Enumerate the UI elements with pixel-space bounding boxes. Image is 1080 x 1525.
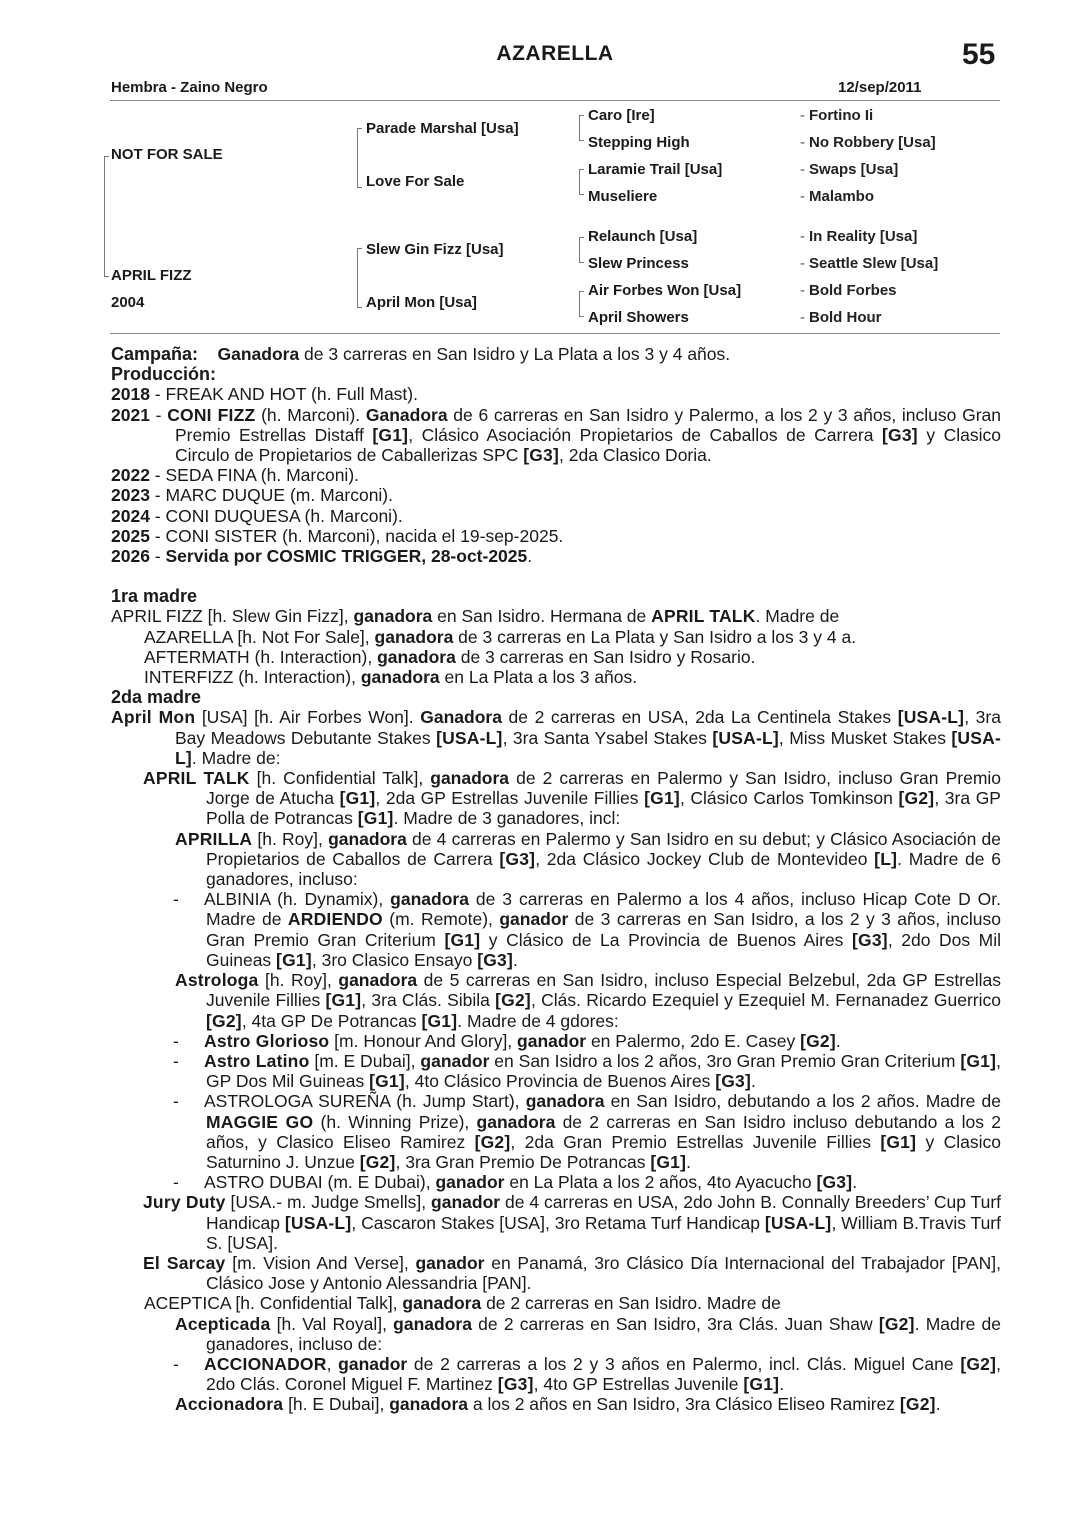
text-segment: , Clás. Ricardo Ezequiel y Ezequiel M. Fernanadez Guerrico (530, 990, 1002, 1011)
gen3-name: April Showers (588, 309, 689, 326)
text-segment: y Clásico de La Provincia de Buenos Aires (480, 929, 852, 950)
gen3-name: Caro [Ire] (588, 107, 655, 124)
text-segment: de 2 carreras en Palermo y San Isidro, incluso Gran Premio Jorge de Atucha (206, 768, 1002, 809)
campana: Campaña: Ganadora de 3 carreras en San Isidro y La Plata a los 3 y 4 años. (111, 344, 731, 364)
madre2-line (111, 1172, 1001, 1192)
text-segment: ACCIONADOR (204, 1353, 327, 1374)
text-segment: , Cascaron Stakes [USA], 3ro Retama Turf Handicap (351, 1212, 765, 1233)
text-segment: Jury Duty (143, 1192, 226, 1213)
text-segment: de 2 carreras a los 2 y 3 años en Palermo, incl. Clás. Miguel Cane (407, 1353, 961, 1374)
madre1-foal: AZARELLA [h. Not For Sale], ganadora de 3 carreras en La Plata y San Isidro a los 3 y 4 a. (144, 626, 857, 647)
text-segment: ganadora (338, 970, 418, 991)
pedigree-rule (110, 333, 1000, 334)
text-segment: Astro Glorioso (204, 1030, 330, 1051)
text-segment: Accionadora (175, 1394, 284, 1415)
text-segment: . (852, 1172, 858, 1193)
text-segment: [G3] (852, 929, 888, 950)
text-segment: [G2] (960, 1353, 997, 1374)
pedigree-bracket (104, 216, 109, 277)
text-segment: ALBINIA (h. Dynamix), (204, 889, 391, 910)
text-segment: . (835, 1030, 841, 1051)
madre1-foal: AFTERMATH (h. Interaction), ganadora de 3 carreras en San Isidro y Rosario. (144, 646, 756, 667)
text-segment: de 2 carreras en USA, 2da La Centinela Stakes (501, 707, 898, 728)
text-segment: , 3ra Clás. Sibila (361, 990, 496, 1011)
madre2-granddaughter (111, 829, 1001, 890)
madre2-foal (111, 1293, 1001, 1313)
text-segment: . (513, 949, 518, 970)
text-segment: [USA-L] (284, 1212, 352, 1233)
madre2-line (111, 889, 1001, 970)
produccion-entry: 2018 - FREAK AND HOT (h. Full Mast). (111, 384, 418, 405)
page-number: 55 (962, 38, 996, 71)
madre1-foal: INTERFIZZ (h. Interaction), ganadora en La Plata a los 3 años. (144, 667, 638, 688)
text-segment: , 3ra GP Polla de Potrancas (206, 788, 1001, 829)
sire: NOT FOR SALE (111, 146, 223, 163)
produccion-entry: 2024 - CONI DUQUESA (h. Marconi). (111, 505, 403, 526)
text-segment: , Clásico Carlos Tomkinson (679, 788, 899, 809)
text-segment: [G1] (421, 1010, 458, 1031)
text-segment: en San Isidro, debutando a los 2 años. Madre de (604, 1091, 1001, 1112)
text-segment: , William B.Travis Turf S. [USA]. (206, 1212, 1001, 1253)
text-segment: ganador (420, 1050, 490, 1071)
text-segment: en San Isidro a los 2 años, 3ro Gran Premio Gran Criterium (489, 1050, 961, 1071)
text-segment: de 4 carreras en Palermo y San Isidro en su debut; y Clásico Asociación de Propietarios de Caballos de Carrera (206, 828, 1001, 869)
text-segment: [m. Honour And Glory], (329, 1030, 518, 1051)
text-segment: [USA-L] (764, 1212, 832, 1233)
text-segment: [USA-L] (175, 727, 1001, 768)
madre2-foal (111, 1253, 1001, 1293)
text-segment: ganadora (525, 1091, 605, 1112)
text-segment: Ganadora (420, 707, 502, 728)
pedigree-bracket (357, 248, 362, 308)
text-segment: [G1] (339, 788, 376, 809)
text-segment: [G3] (499, 848, 536, 869)
madre2-granddaughter (111, 1394, 1001, 1414)
text-segment: ganadora (402, 1293, 482, 1314)
text-segment: , (326, 1353, 339, 1374)
text-segment: [G3] (477, 949, 514, 970)
text-segment: [h. Roy], (258, 970, 339, 991)
text-segment: de 3 carreras en Palermo a los 4 años, incluso Hicap Cote D Or. Madre de (206, 889, 1001, 930)
header-rule (110, 100, 1000, 101)
gen3-name: Air Forbes Won [Usa] (588, 282, 742, 299)
text-segment: , 2da GP Estrellas Juvenile Fillies (375, 788, 645, 809)
pedigree-bracket (579, 237, 584, 263)
text-segment: ganador (499, 909, 569, 930)
sire-dam: Love For Sale (366, 173, 465, 190)
madre2-line (111, 1051, 1001, 1091)
text-segment: y Clasico Saturnino J. Unzue (206, 1131, 1002, 1172)
text-segment: Astrologa (175, 970, 259, 991)
text-segment: Astro Latino (204, 1050, 310, 1071)
text-segment: , 4to GP Estrellas Juvenile (533, 1374, 744, 1395)
text-segment: en Panamá, 3ro Clásico Día Internacional del Trabajador [PAN], Clásico Jose y Antonio Alessandria [PAN]. (206, 1252, 1001, 1294)
gen3-name: Museliere (588, 188, 658, 205)
text-segment: , Miss Musket Stakes (778, 727, 952, 748)
text-segment: [G3] (715, 1071, 752, 1092)
produccion-entry: 2022 - SEDA FINA (h. Marconi). (111, 465, 360, 486)
list-dash: - (173, 1030, 179, 1051)
text-segment: . Madre de 3 ganadores, incl: (393, 808, 621, 829)
text-segment: ganador (435, 1172, 505, 1193)
gen4-name: - Swaps [Usa] (800, 161, 899, 178)
produccion-entry: 2026 - Servida por COSMIC TRIGGER, 28-oct-2025. (111, 546, 533, 567)
gen4-name: - Fortino Ii (800, 107, 874, 124)
text-segment: [USA] [h. Air Forbes Won]. (195, 707, 421, 728)
madre2-line (111, 1031, 1001, 1051)
text-segment: [USA-L] (897, 707, 965, 728)
madre2-granddaughter (111, 970, 1001, 1031)
text-segment: [G2] (800, 1030, 836, 1051)
text-segment: ganadora (393, 1313, 472, 1334)
text-segment: , 4to Clásico Provincia de Buenos Aires (404, 1071, 716, 1092)
text-segment: . Madre de 4 gdores: (457, 1010, 619, 1031)
produccion-entry: 2025 - CONI SISTER (h. Marconi), nacida el 19-sep-2025. (111, 525, 564, 546)
text-segment: [h. Val Royal], (270, 1313, 394, 1334)
text-segment: [G1] (960, 1050, 997, 1071)
sire-sire: Parade Marshal [Usa] (366, 120, 519, 137)
text-segment: de 2 carreras en San Isidro, 3ra Clás. Juan Shaw (471, 1313, 879, 1334)
sex-coat: Hembra - Zaino Negro (111, 79, 268, 96)
text-segment: , GP Dos Mil Guineas (206, 1050, 1002, 1092)
text-segment: [m. E Dubai], (309, 1050, 421, 1071)
dam-dam: April Mon [Usa] (366, 294, 477, 311)
text-segment: [G1] (276, 949, 312, 970)
text-segment: (h. Winning Prize), (313, 1111, 477, 1132)
text-segment: [G1] (357, 808, 394, 829)
text-segment: de 2 carreras en San Isidro. Madre de (481, 1293, 781, 1314)
text-segment: de 3 carreras en San Isidro, a los 2 y 3 años, incluso Gran Premio Gran Criterium (206, 909, 1001, 950)
text-segment: [G1] (644, 788, 680, 809)
produccion-entry: 2023 - MARC DUQUE (m. Marconi). (111, 485, 393, 506)
text-segment: (m. Remote), (382, 909, 500, 930)
text-segment: , 2do Clás. Coronel Miguel F. Martinez (206, 1353, 1001, 1395)
madre2-foal (111, 1192, 1001, 1253)
text-segment: [G3] (816, 1172, 853, 1193)
text-segment: . (779, 1374, 785, 1395)
text-segment: ganador (338, 1353, 408, 1374)
dam: APRIL FIZZ (111, 267, 192, 284)
text-segment: de 4 carreras en USA, 2do John B. Connally Breeders’ Cup Turf Handicap (206, 1192, 1002, 1233)
text-segment: , 3ra Santa Ysabel Stakes (502, 727, 713, 748)
text-segment: [G1] (369, 1071, 405, 1092)
text-segment: ganadora (476, 1111, 556, 1132)
text-segment: ASTRO DUBAI (m. E Dubai), (204, 1172, 436, 1193)
text-segment: [G1] (325, 990, 362, 1011)
gen3-name: Stepping High (588, 134, 690, 151)
text-segment: ACEPTICA [h. Confidential Talk], (144, 1293, 403, 1314)
gen3-name: Relaunch [Usa] (588, 228, 698, 245)
text-segment: ARDIENDO (287, 909, 383, 930)
text-segment: [G1] (880, 1131, 917, 1152)
text-segment: El Sarcay (143, 1252, 226, 1273)
list-dash: - (173, 889, 179, 910)
gen4-name: - No Robbery [Usa] (800, 134, 936, 151)
pedigree-bracket (357, 128, 362, 188)
text-segment: [h. Confidential Talk], (249, 768, 431, 789)
text-segment: a los 2 años en San Isidro, 3ra Clásico Eliseo Ramirez (468, 1394, 900, 1415)
text-segment: [m. Vision And Verse], (225, 1252, 416, 1273)
text-segment: [G1] (444, 929, 481, 950)
pedigree-bracket (579, 291, 584, 317)
text-segment: , 3ra Bay Meadows Debutante Stakes (175, 707, 1001, 748)
produccion-entry: 2021 - CONI FIZZ (h. Marconi). Ganadora de 6 carreras en San Isidro y Palermo, a los 2 y 3 años, incluso Gran Premio Estrellas Distaff [G1], Clásico Asociación Propietarios de Caballos de Carrera [G3] y Clasico Circulo de Propietarios de Caballerizas SPC [G3], 2da Clasico Doria. (111, 404, 1002, 466)
text-segment: . (686, 1151, 692, 1172)
text-segment: [G2] (495, 990, 531, 1011)
madre1-heading: 1ra madre (111, 586, 198, 607)
gen4-name: - In Reality [Usa] (800, 228, 918, 245)
text-segment: . Madre de 6 ganadores, incluso: (206, 848, 1001, 890)
text-segment: , 2da Clásico Jockey Club de Montevideo (535, 848, 875, 869)
madre2-heading: 2da madre (111, 687, 202, 708)
text-segment: de 2 carreras en San Isidro incluso debutando a los 2 años, y Clasico Eliseo Ramirez (206, 1111, 1001, 1152)
race-record (111, 344, 1001, 1415)
madre2-granddaughter (111, 1314, 1001, 1354)
gen4-name: - Seattle Slew [Usa] (800, 255, 939, 272)
text-segment: April Mon (111, 707, 196, 728)
text-segment: . (935, 1394, 941, 1415)
text-segment: MAGGIE GO (206, 1111, 314, 1132)
text-segment: [G2] (898, 788, 935, 809)
text-segment: en Palermo, 2do E. Casey (586, 1030, 801, 1051)
text-segment: ganador (517, 1030, 587, 1051)
text-segment: [G2] (206, 1010, 242, 1031)
text-segment: [USA-L] (436, 727, 503, 748)
text-segment: [G2] (359, 1151, 396, 1172)
madre1-entry: APRIL FIZZ [h. Slew Gin Fizz], ganadora en San Isidro. Hermana de APRIL TALK. Madre de (111, 606, 840, 627)
text-segment: ganador (431, 1192, 501, 1213)
dam-year: 2004 (111, 294, 145, 311)
text-segment: ganador (415, 1252, 485, 1273)
text-segment: , 4ta GP De Potrancas (241, 1010, 422, 1031)
text-segment: [G2] (899, 1394, 936, 1415)
text-segment: . Madre de ganadores, incluso de: (206, 1313, 1001, 1354)
gen3-name: Laramie Trail [Usa] (588, 161, 723, 178)
list-dash: - (173, 1353, 179, 1374)
text-segment: de 5 carreras en San Isidro, incluso Especial Belzebul, 2da GP Estrellas Juvenile Fillies (206, 970, 1001, 1011)
text-segment: ASTROLOGA SUREÑA (h. Jump Start), (204, 1091, 526, 1112)
text-segment: ganadora (430, 768, 510, 789)
pedigree-bracket (579, 169, 584, 195)
madre2-entry (111, 707, 1001, 768)
text-segment: [h. E Dubai], (283, 1394, 390, 1415)
madre2-foal (111, 768, 1001, 829)
birth-date: 12/sep/2011 (838, 79, 922, 96)
text-segment: [G2] (878, 1313, 915, 1334)
text-segment: ganadora (390, 889, 469, 910)
text-segment: [G1] (743, 1374, 780, 1395)
text-segment: [G3] (497, 1374, 534, 1395)
gen4-name: - Bold Hour (800, 309, 882, 326)
gen3-name: Slew Princess (588, 255, 689, 272)
produccion-heading: Producción: (111, 364, 217, 385)
dam-sire: Slew Gin Fizz [Usa] (366, 241, 504, 258)
text-segment: ganadora (389, 1394, 469, 1415)
text-segment: . Madre de: (191, 747, 281, 768)
text-segment: [USA.- m. Judge Smells], (225, 1192, 432, 1213)
text-segment: [USA-L] (712, 727, 779, 748)
text-segment: Acepticada (175, 1313, 271, 1334)
text-segment: , 3ra Gran Premio De Potrancas (395, 1151, 651, 1172)
text-segment: [G1] (650, 1151, 687, 1172)
text-segment: [L] (874, 848, 898, 869)
text-segment: APRIL TALK (143, 768, 250, 789)
text-segment: [h. Roy], (252, 828, 329, 849)
text-segment: , 2da Gran Premio Estrellas Juvenile Fillies (510, 1131, 881, 1152)
pedigree-bracket (104, 156, 109, 217)
page-title: AZARELLA (496, 42, 614, 65)
text-segment: en La Plata a los 2 años, 4to Ayacucho (504, 1172, 817, 1193)
list-dash: - (173, 1091, 179, 1112)
text-segment: , 3ro Clasico Ensayo (311, 949, 478, 970)
gen4-name: - Malambo (800, 188, 875, 205)
text-segment: APRILLA (175, 828, 253, 849)
text-segment: [G2] (474, 1131, 511, 1152)
madre2-line (111, 1091, 1001, 1172)
gen4-name: - Bold Forbes (800, 282, 897, 299)
text-segment: . (751, 1071, 756, 1092)
pedigree-bracket (579, 115, 584, 141)
text-segment: , 2do Dos Mil Guineas (206, 929, 1002, 970)
list-dash: - (173, 1172, 179, 1193)
madre2-line (111, 1354, 1001, 1394)
list-dash: - (173, 1050, 179, 1071)
text-segment: ganadora (328, 828, 407, 849)
